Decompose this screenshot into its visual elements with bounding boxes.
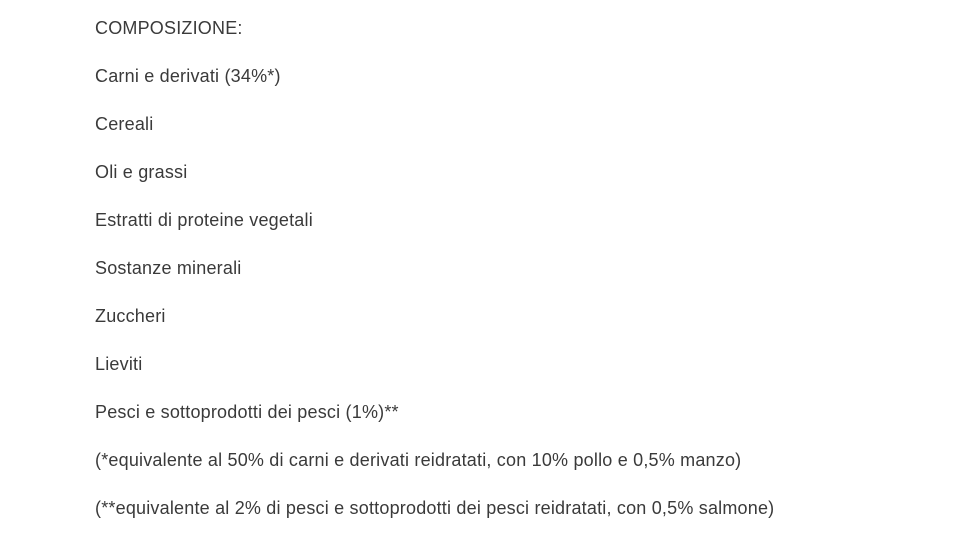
ingredient-item: Cereali: [95, 114, 154, 134]
ingredient-item: Oli e grassi: [95, 162, 188, 182]
ingredient-item: Pesci e sottoprodotti dei pesci (1%)**: [95, 402, 399, 422]
footnote: (*equivalente al 50% di carni e derivati reidratati, con 10% pollo e 0,5% manzo): [95, 450, 742, 470]
footnote: (**equivalente al 2% di pesci e sottoprodotti dei pesci reidratati, con 0,5% salmone): [95, 498, 775, 518]
ingredient-item: Zuccheri: [95, 306, 166, 326]
composition-heading: COMPOSIZIONE:: [95, 18, 243, 38]
ingredient-item: Sostanze minerali: [95, 258, 242, 278]
ingredient-item: Estratti di proteine vegetali: [95, 210, 313, 230]
ingredient-item: Lieviti: [95, 354, 143, 374]
ingredient-item: Carni e derivati (34%*): [95, 66, 281, 86]
